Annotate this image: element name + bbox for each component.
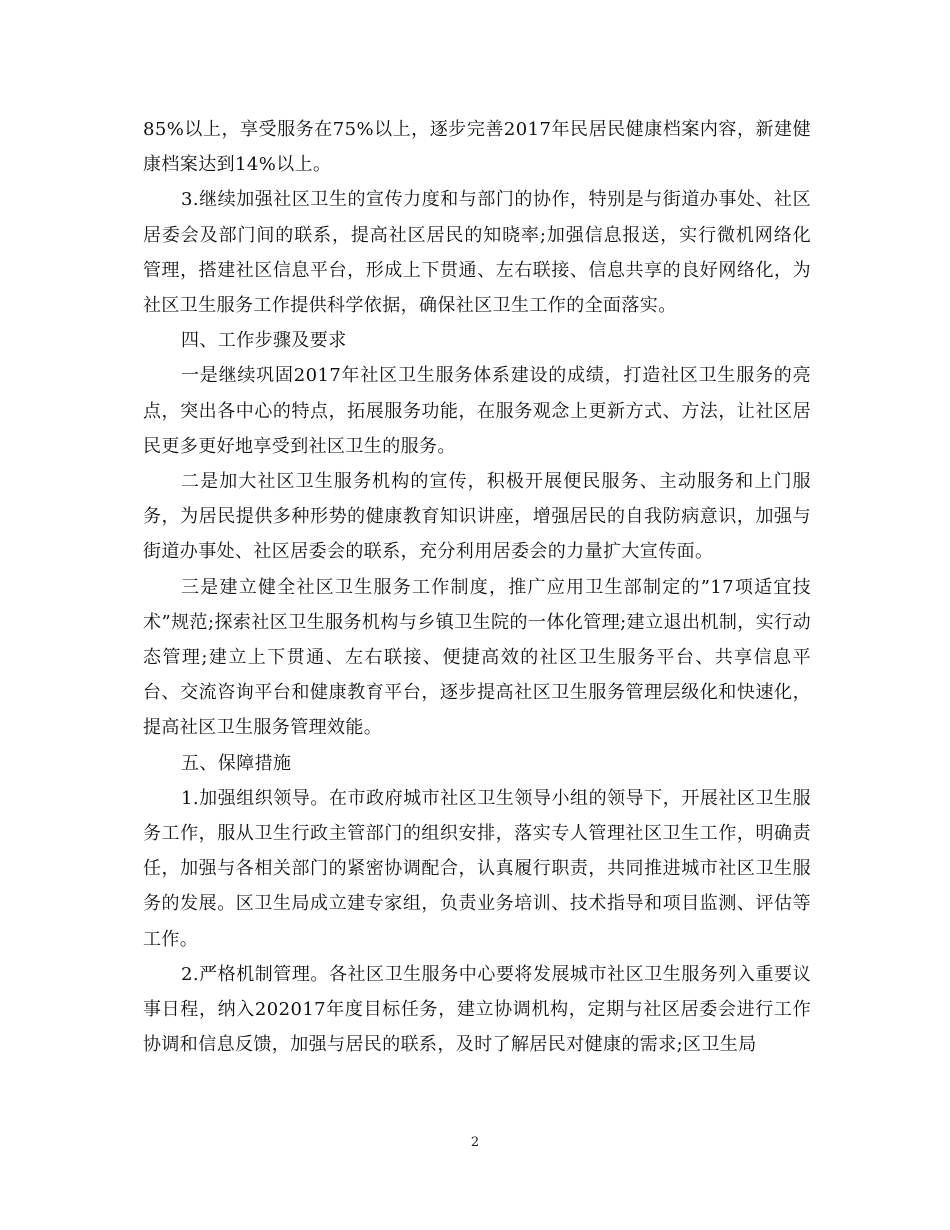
paragraph-3: 一是继续巩固2017年社区卫生服务体系建设的成绩，打造社区卫生服务的亮点，突出各中心的特点，拓展服务功能，在服务观念上更新方式、方法，让社区居民更多更好地享受到社区卫生的服务。: [143, 365, 811, 457]
page-number: 2: [470, 1135, 480, 1150]
paragraph-7: 2.严格机制管理。各社区卫生服务中心要将发展城市社区卫生服务列入重要议事日程，纳入202017年度目标任务，建立协调机构，定期与社区居委会进行工作协调和信息反馈，加强与居民的联系，及时了解居民对健康的需求;区卫生局: [143, 963, 811, 1056]
paragraph-4: 二是加大社区卫生服务机构的宣传，积极开展便民服务、主动服务和上门服务，为居民提供多种形势的健康教育知识讲座，增强居民的自我防病意识，加强与街道办事处、社区居委会的联系，充分利用居委会的力量扩大宣传面。: [143, 471, 811, 563]
document-body: [143, 112, 811, 1062]
section-heading-5: 五、保障措施: [181, 752, 292, 774]
paragraph-5: 三是建立健全社区卫生服务工作制度，推广应用卫生部制定的”17项适宜技术”规范;探索社区卫生服务机构与乡镇卫生院的一体化管理;建立退出机制，实行动态管理;建立上下贯通、左右联接、便捷高效的社区卫生服务平台、共享信息平台、交流咨询平台和健康教育平台，逐步提高社区卫生服务管理层级化和快速化，提高社区卫生服务管理效能。: [143, 576, 811, 739]
section-heading-4: 四、工作步骤及要求: [181, 330, 347, 352]
paragraph-2: 3.继续加强社区卫生的宣传力度和与部门的协作，特别是与街道办事处、社区居委会及部门间的联系，提高社区居民的知晓率;加强信息报送，实行微机网络化管理，搭建社区信息平台，形成上下贯通、左右联接、信息共享的良好网络化，为社区卫生服务工作提供科学依据，确保社区卫生工作的全面落实。: [143, 189, 811, 317]
paragraph-6: 1.加强组织领导。在市政府城市社区卫生领导小组的领导下，开展社区卫生服务工作，服从卫生行政主管部门的组织安排，落实专人管理社区卫生工作，明确责任，加强与各相关部门的紧密协调配合，认真履行职责，共同推进城市社区卫生服务的发展。区卫生局成立建专家组，负责业务培训、技术指导和项目监测、评估等工作。: [143, 787, 811, 950]
paragraph-1: 85%以上，享受服务在75%以上，逐步完善2017年民居民健康档案内容，新建健康档案达到14%以上。: [143, 119, 811, 176]
